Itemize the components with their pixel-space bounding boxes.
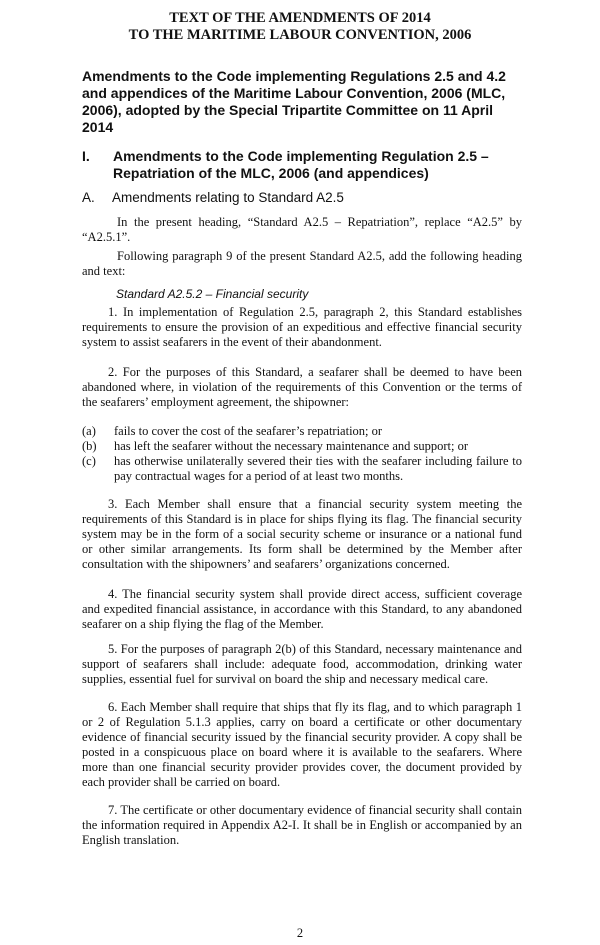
list-item-label: (c) — [82, 454, 96, 468]
list-item-label: (a) — [82, 424, 96, 438]
paragraph-7: 7. The certificate or other documentary evidence of financial security shall contain the information required in Appendix A2-I. It shall be in English or accompanied by an English translation. — [82, 803, 522, 847]
list-item-text: fails to cover the cost of the seafarer’s repatriation; or — [114, 424, 383, 438]
subsection-title: Amendments relating to Standard A2.5 — [112, 190, 344, 205]
intro-paragraph-1: In the present heading, “Standard A2.5 – Repatriation”, replace “A2.5” by “A2.5.1”. — [82, 215, 522, 244]
document-subtitle: Amendments to the Code implementing Regulations 2.5 and 4.2 and appendices of the Maritime Labour Convention, 2006 (MLC, 2006), adopted by the Special Tripartite Committee on 11 April 2014 — [82, 68, 506, 135]
list-item-text: has otherwise unilaterally severed their ties with the seafarer including failure to pay contractual wages for a period of at least two months. — [114, 454, 522, 483]
standard-heading: Standard A2.5.2 – Financial security — [116, 287, 309, 301]
intro-paragraph-2: Following paragraph 9 of the present Standard A2.5, add the following heading and text: — [82, 249, 522, 278]
list-item — [82, 454, 522, 484]
list-item — [82, 424, 522, 439]
subsection-heading — [82, 189, 522, 206]
section-number: I. — [82, 148, 90, 164]
paragraph-2: 2. For the purposes of this Standard, a seafarer shall be deemed to have been abandoned where, in violation of the requirements of this Convention or the terms of the seafarers’ employment agreement, the shipowner: — [82, 365, 522, 409]
section-title: Amendments to the Code implementing Regulation 2.5 – Repatriation of the MLC, 2006 (and appendices) — [113, 148, 489, 181]
paragraph-3: 3. Each Member shall ensure that a financial security system meeting the requirements of this Standard is in place for ships flying its flag. The financial security system may be in the form of a social security scheme or insurance or a national fund or other similar arrangements. Its form shall be determined by the Member after consultation with the shipowners’ and seafarers’ organizations concerned. — [82, 497, 522, 571]
page-number: 2 — [296, 926, 304, 940]
paragraph-1: 1. In implementation of Regulation 2.5, paragraph 2, this Standard establishes requirements to ensure the provision of an expeditious and effective financial security system to assist seafarers in the event of their abandonment. — [82, 305, 522, 349]
paragraph-4: 4. The financial security system shall provide direct access, sufficient coverage and expedited financial assistance, in accordance with this Standard, to any abandoned seafarer on a ship flying the flag of the Member. — [82, 587, 522, 631]
list-item — [82, 439, 522, 454]
list-item-text: has left the seafarer without the necessary maintenance and support; or — [114, 439, 469, 453]
paragraph-6: 6. Each Member shall require that ships that fly its flag, and to which paragraph 1 or 2 of Regulation 5.1.3 applies, carry on board a certificate or other documentary evidence of financial security issued by the financial security provider. A copy shall be posted in a conspicuous place on board where it is available to the seafarers. Where more than one financial security provider provides cover, the document provided by each provider shall be carried on board. — [82, 700, 522, 789]
list-item-label: (b) — [82, 439, 97, 453]
paragraph-5: 5. For the purposes of paragraph 2(b) of this Standard, necessary maintenance and support of seafarers shall include: adequate food, accommodation, drinking water supplies, essential fuel for survival on board the ship and necessary medical care. — [82, 642, 522, 686]
document-title-line-1: TEXT OF THE AMENDMENTS OF 2014 — [169, 10, 431, 26]
subsection-letter: A. — [82, 190, 95, 205]
document-title-line-2: TO THE MARITIME LABOUR CONVENTION, 2006 — [128, 27, 472, 43]
